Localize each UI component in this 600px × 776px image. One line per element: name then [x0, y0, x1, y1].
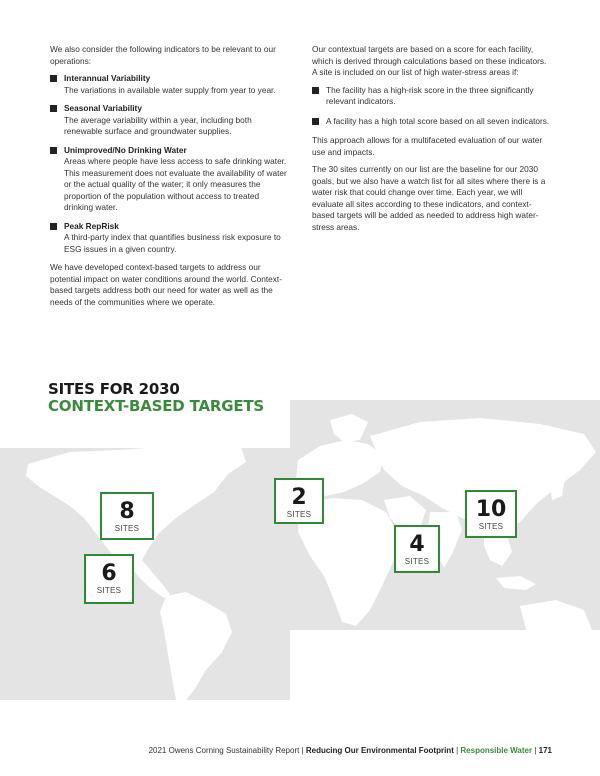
indicator-item — [50, 221, 288, 256]
bullet-square-icon — [50, 223, 57, 230]
site-label: SITES — [478, 522, 504, 531]
indicator-title: Interannual Variability — [64, 73, 151, 83]
bullet-square-icon — [50, 75, 57, 82]
site-count: 10 — [475, 497, 507, 522]
site-label: SITES — [286, 510, 312, 519]
site-count: 8 — [119, 499, 135, 524]
indicator-item — [50, 145, 288, 214]
indicator-desc: A third-party index that quantifies business risk exposure to ESG issues in a given country. — [64, 232, 281, 254]
world-map-graphic — [0, 397, 600, 700]
world-map — [0, 397, 600, 700]
footer-subsection: Responsible Water — [460, 746, 533, 755]
section-title — [48, 381, 264, 415]
bullet-square-icon — [50, 147, 57, 154]
site-label: SITES — [114, 524, 140, 533]
closing-text: We have developed context-based targets to address our potential impact on water conditions around the world. Context-based targets address both our need for water as well as the needs of the communities where we operate. — [50, 262, 282, 307]
criteria-text: A facility has a high total score based on all seven indicators. — [326, 115, 550, 126]
bullet-square-icon — [50, 105, 57, 112]
left-column — [50, 44, 288, 314]
bullet-square-icon — [312, 87, 319, 94]
site-count: 6 — [101, 561, 117, 586]
footer-separator: | — [299, 746, 306, 755]
intro-text: We also consider the following indicators to be relevant to our operations: — [50, 44, 276, 66]
section-title-line2: CONTEXT-BASED TARGETS — [48, 397, 264, 415]
indicator-desc: Areas where people have less access to safe drinking water. This measurement does not evaluate the availability of water or the actual quality of the water; it only measures the proportion of the population without access to treated drinking water. — [64, 156, 287, 212]
indicator-desc: The average variability within a year, including both renewable surface and groundwater supplies. — [64, 114, 252, 136]
report-name: 2021 Owens Corning Sustainability Report — [148, 746, 300, 755]
criteria-item — [312, 85, 552, 108]
footer-separator: | — [453, 746, 461, 755]
criteria-intro: Our contextual targets are based on a score for each facility, which is derived through calculations based on these indicators. A site is included on our list of high water-stress areas if: — [312, 44, 547, 77]
site-box-north-america — [100, 492, 154, 540]
site-label: SITES — [96, 586, 122, 595]
indicator-title: Peak RepRisk — [64, 220, 119, 231]
site-count: 2 — [291, 485, 307, 510]
criteria-text: The facility has a high-risk score in the three significantly relevant indicators. — [326, 84, 534, 106]
baseline-text: The 30 sites currently on our list are the baseline for our 2030 goals, but we also have a watch list for all sites where there is a water risk that could change over time. Each year, we will evaluate all sites according to these indicators, and context-based targets will be added as needed to address high water-stress areas. — [312, 164, 546, 232]
page-footer — [0, 746, 552, 755]
approach-text: This approach allows for a multifaceted evaluation of our water use and impacts. — [312, 135, 543, 157]
site-box-east-asia — [465, 490, 517, 538]
indicator-item — [50, 73, 288, 96]
bullet-square-icon — [312, 118, 319, 125]
criteria-item — [312, 116, 552, 128]
footer-separator: | — [532, 746, 539, 755]
site-box-south-america — [84, 554, 134, 604]
page-number: 171 — [538, 746, 552, 755]
indicator-title: Seasonal Variability — [64, 103, 142, 113]
indicator-desc: The variations in available water supply from year to year. — [64, 84, 276, 95]
indicator-item — [50, 103, 288, 138]
right-column — [312, 44, 552, 239]
site-label: SITES — [404, 557, 430, 566]
footer-section: Reducing Our Environmental Footprint — [305, 746, 454, 755]
site-box-india — [394, 525, 440, 573]
site-count: 4 — [409, 532, 425, 557]
section-title-line1: SITES FOR 2030 — [48, 380, 180, 398]
indicator-title: Unimproved/No Drinking Water — [64, 144, 187, 155]
site-box-europe — [274, 478, 324, 524]
